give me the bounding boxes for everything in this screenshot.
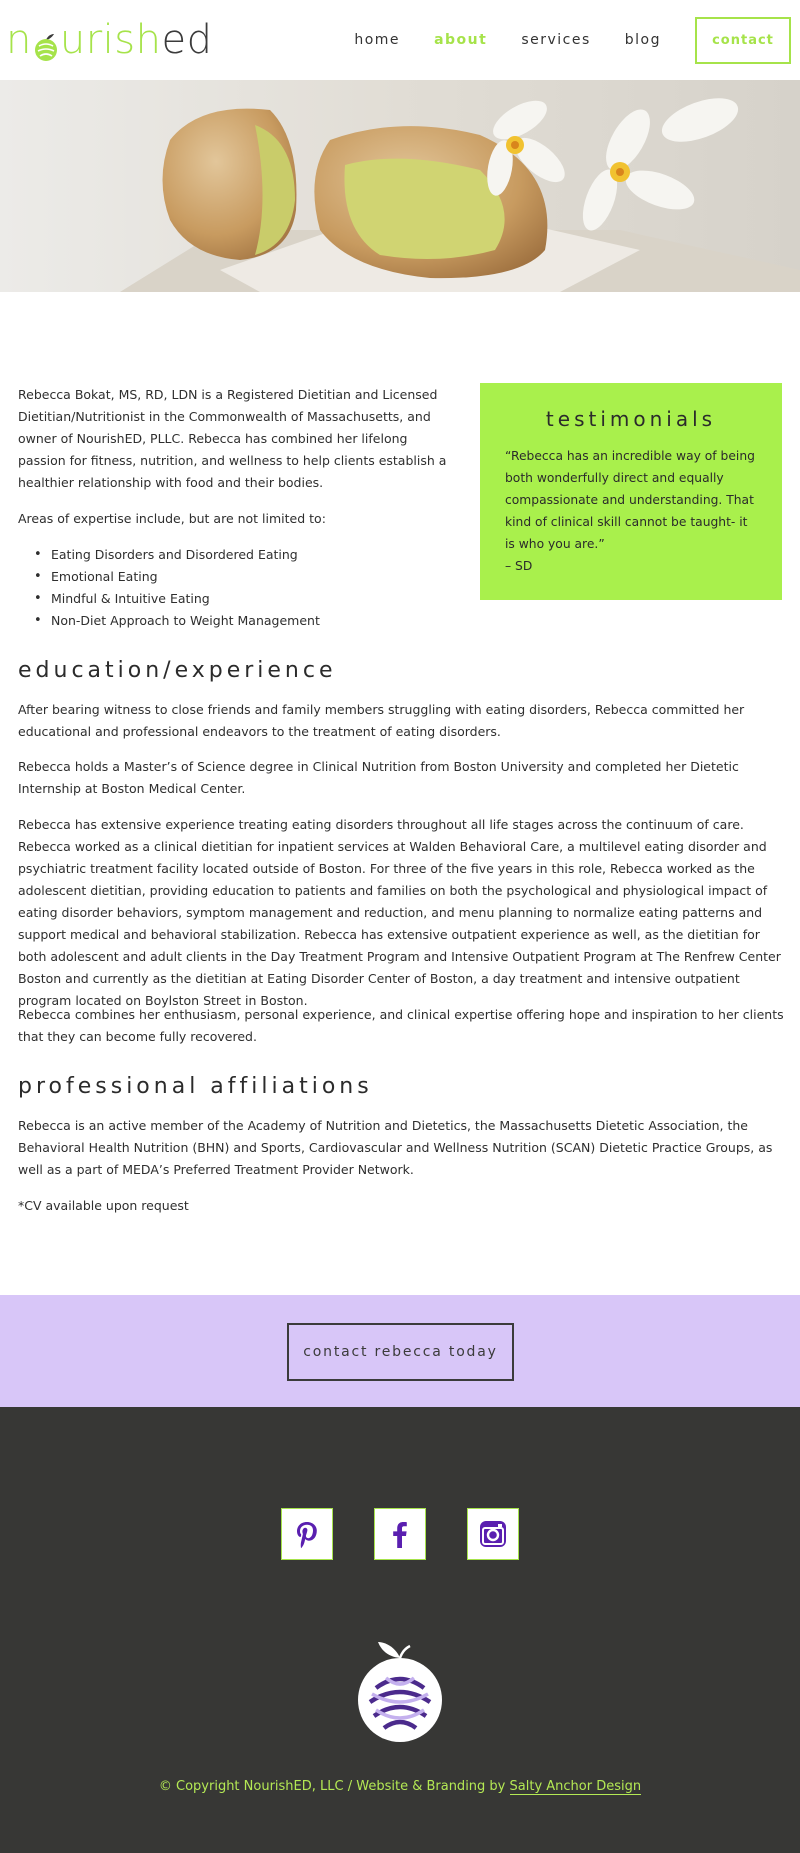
testimonials-box	[480, 383, 782, 600]
facebook-link[interactable]	[374, 1508, 426, 1560]
copyright-text	[0, 1779, 800, 1794]
education-paragraph-3: Rebecca has extensive experience treating eating disorders throughout all life stages across the continuum of care. Rebecca worked as a clinical dietitian for inpatient services at Walden Behavioral Care, a multilevel eating disorder and psychiatric treatment facility located outside of Boston. For three of the five years in this role, Rebecca worked as the adolescent dietitian, providing education to patients and families on both the psychological and physiological impact of eating disorder behaviors, symptom management and reduction, and menu planning to normalize eating patterns and support medical and behavioral stabilization. Rebecca has extensive outpatient experience as well, as the dietitian for both adolescent and adult clients in the Day Treatment Program and Intensive Outpatient Program at The Renfrew Center Boston and currently as the dietitian at Eating Disorder Center of Boston, a day treatment and intensive outpatient program located on Boylston Street in Boston.	[18, 817, 781, 1008]
cv-note: *CV available upon request	[18, 1198, 189, 1213]
site-header	[0, 0, 800, 80]
testimonials-title: testimonials	[545, 407, 717, 431]
intro-section	[18, 384, 450, 632]
site-logo[interactable]	[6, 18, 212, 62]
logo-text-start: n	[6, 17, 32, 63]
contact-cta-band	[0, 1295, 800, 1407]
designer-link[interactable]: Salty Anchor Design	[509, 1779, 642, 1794]
education-paragraph-4: Rebecca combines her enthusiasm, personal experience, and clinical expertise offering hope and inspiration to her clients that they can become fully recovered.	[18, 1007, 784, 1044]
list-item: • Mindful & Intuitive Eating	[51, 588, 450, 610]
expertise-list	[51, 544, 450, 632]
hero-image	[0, 80, 800, 292]
nourished-apple-icon	[356, 1630, 444, 1748]
education-paragraph-2: Rebecca holds a Master’s of Science degree in Clinical Nutrition from Boston University and completed her Dietetic Internship at Boston Medical Center.	[18, 759, 739, 796]
facebook-icon	[384, 1518, 416, 1550]
nav-blog[interactable]: blog	[624, 32, 661, 48]
main-content	[0, 292, 800, 1295]
logo-text-mid: urish	[59, 17, 162, 63]
testimonial-quote: “Rebecca has an incredible way of being both wonderfully direct and equally compassionate and understanding. That kind of clinical skill cannot be taught- it is who you are.”	[505, 449, 755, 551]
copyright-label: © Copyright NourishED, LLC / Website & Branding by	[158, 1779, 510, 1794]
affiliations-paragraph: Rebecca is an active member of the Academy of Nutrition and Dietetics, the Massachusetts Dietetic Association, the Behavioral Health Nutrition (BHN) and Sports, Cardiovascular and Wellness Nutrition (SCAN) Dietetic Practice Groups, as well as a part of MEDA’s Preferred Treatment Provider Network.	[18, 1118, 773, 1177]
list-item: • Eating Disorders and Disordered Eating	[51, 544, 450, 566]
instagram-icon	[477, 1518, 509, 1550]
logo-text-end: ed	[161, 17, 213, 63]
main-nav	[337, 0, 800, 80]
education-title: education/experience	[18, 658, 337, 683]
testimonial-author: – SD	[505, 559, 533, 573]
affiliations-title: professional affiliations	[18, 1074, 373, 1099]
nav-home[interactable]: home	[354, 32, 401, 48]
nav-contact-button[interactable]: contact	[695, 17, 791, 64]
areas-intro: Areas of expertise include, but are not limited to:	[18, 511, 326, 526]
list-item: • Non-Diet Approach to Weight Management	[51, 610, 450, 632]
pinterest-icon	[291, 1518, 323, 1550]
apple-logo-icon	[33, 27, 59, 57]
list-item: • Emotional Eating	[51, 566, 450, 588]
nav-services[interactable]: services	[521, 32, 591, 48]
contact-rebecca-button[interactable]: contact rebecca today	[287, 1323, 514, 1381]
site-footer	[0, 1407, 800, 1853]
nav-about[interactable]: about	[434, 32, 488, 48]
bio-paragraph: Rebecca Bokat, MS, RD, LDN is a Registered Dietitian and Licensed Dietitian/Nutritionist in the Commonwealth of Massachusetts, and owner of NourishED, PLLC. Rebecca has combined her lifelong passion for fitness, nutrition, and wellness to help clients establish a healthier relationship with food and their bodies.	[18, 387, 447, 490]
pinterest-link[interactable]	[281, 1508, 333, 1560]
education-paragraph-1: After bearing witness to close friends and family members struggling with eating disorders, Rebecca committed her educational and professional endeavors to the treatment of eating disorders.	[18, 702, 745, 739]
pastry-photo-illustration	[0, 80, 800, 292]
instagram-link[interactable]	[467, 1508, 519, 1560]
